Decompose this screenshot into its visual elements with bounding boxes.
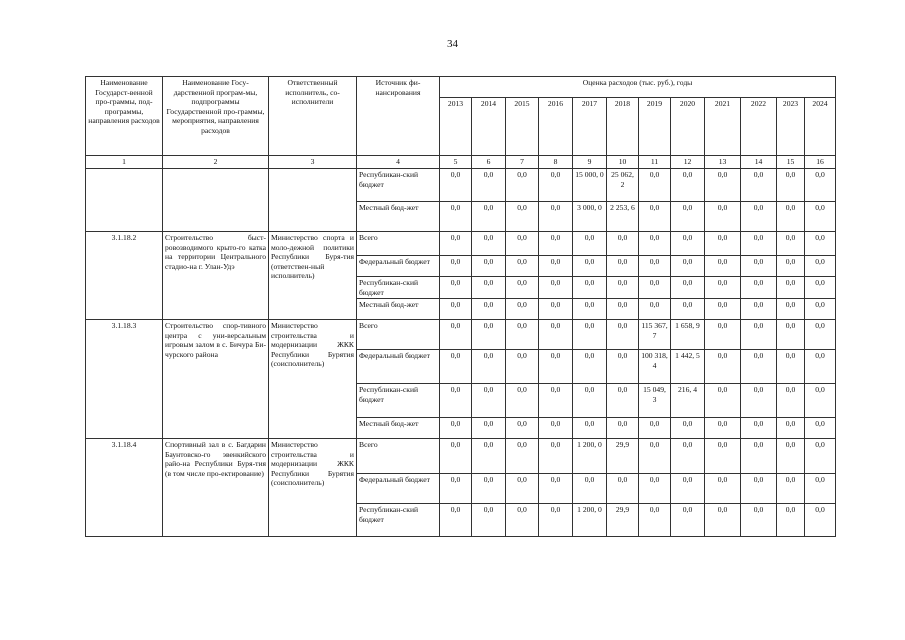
year-header: 2023: [777, 98, 805, 156]
expense-value: 0,0: [805, 350, 836, 384]
expense-value: 0,0: [573, 256, 607, 277]
expense-value: 0,0: [539, 439, 573, 474]
expense-value: 0,0: [741, 384, 777, 418]
funding-source: Федеральный бюджет: [357, 474, 440, 504]
funding-source: Всего: [357, 439, 440, 474]
expense-value: 0,0: [671, 299, 705, 320]
activity-executor: [269, 169, 357, 232]
expense-value: 0,0: [671, 256, 705, 277]
expense-value: 0,0: [777, 350, 805, 384]
column-number: 3: [269, 156, 357, 169]
expense-value: 0,0: [573, 418, 607, 439]
expense-value: 0,0: [573, 384, 607, 418]
column-number: 14: [741, 156, 777, 169]
expense-value: 0,0: [440, 232, 472, 256]
year-header: 2013: [440, 98, 472, 156]
expense-value: 0,0: [539, 384, 573, 418]
expense-value: 0,0: [607, 320, 639, 350]
expense-value: 0,0: [440, 350, 472, 384]
expense-value: 0,0: [607, 418, 639, 439]
expense-value: 0,0: [506, 504, 539, 537]
expense-value: 0,0: [472, 384, 506, 418]
expense-value: 0,0: [472, 474, 506, 504]
expense-value: 0,0: [472, 256, 506, 277]
activity-executor: Министерство спорта и моло-дежной политики Республики Буря-тия (ответствен-ный исполнитель): [269, 232, 357, 320]
funding-source: Федеральный бюджет: [357, 350, 440, 384]
column-number: 4: [357, 156, 440, 169]
table-row: [86, 232, 836, 256]
expense-value: 0,0: [506, 439, 539, 474]
expense-value: 0,0: [705, 474, 741, 504]
expense-value: 0,0: [741, 277, 777, 299]
expense-value: 0,0: [472, 439, 506, 474]
expense-value: 0,0: [705, 169, 741, 202]
expense-value: 0,0: [472, 299, 506, 320]
expense-value: 1 200, 0: [573, 504, 607, 537]
expense-value: 15 049, 3: [639, 384, 671, 418]
activity-code: [86, 169, 163, 232]
expense-value: 0,0: [741, 474, 777, 504]
column-number: 12: [671, 156, 705, 169]
expense-value: 0,0: [506, 299, 539, 320]
expense-value: 0,0: [671, 439, 705, 474]
expense-value: 0,0: [805, 418, 836, 439]
expense-value: 0,0: [705, 299, 741, 320]
activity-executor: Министерство строительства и модернизации ЖКК Республики Бурятия (соисполнитель): [269, 439, 357, 537]
expense-value: 0,0: [440, 504, 472, 537]
header-activity: Наименование Госу-дарственной програм-мы, подпрограммы Государственной про-граммы, мероприятия, направления расходов: [163, 77, 269, 156]
expense-value: 0,0: [671, 418, 705, 439]
expense-value: 0,0: [472, 169, 506, 202]
expense-value: 0,0: [440, 474, 472, 504]
expense-value: 0,0: [440, 320, 472, 350]
expense-value: 0,0: [506, 418, 539, 439]
expense-value: 0,0: [805, 504, 836, 537]
expense-value: 0,0: [506, 277, 539, 299]
expense-value: 0,0: [539, 277, 573, 299]
expense-value: 0,0: [671, 277, 705, 299]
expense-value: 0,0: [472, 418, 506, 439]
year-header: 2021: [705, 98, 741, 156]
expense-value: 0,0: [777, 474, 805, 504]
year-header: 2019: [639, 98, 671, 156]
expense-value: 0,0: [506, 256, 539, 277]
expense-value: 0,0: [705, 277, 741, 299]
expense-value: 0,0: [777, 299, 805, 320]
year-header: 2024: [805, 98, 836, 156]
expense-value: 0,0: [705, 350, 741, 384]
expense-value: 0,0: [506, 232, 539, 256]
expense-value: 0,0: [573, 299, 607, 320]
column-number: 13: [705, 156, 741, 169]
expense-value: 0,0: [440, 277, 472, 299]
funding-source: Местный бюд-жет: [357, 418, 440, 439]
expense-value: 0,0: [639, 202, 671, 232]
expense-value: 0,0: [671, 504, 705, 537]
expense-value: 0,0: [539, 232, 573, 256]
expense-value: 0,0: [573, 277, 607, 299]
expense-value: 0,0: [607, 474, 639, 504]
expense-value: 29,9: [607, 504, 639, 537]
expense-value: 0,0: [741, 169, 777, 202]
expense-value: 0,0: [741, 418, 777, 439]
expense-value: 0,0: [539, 169, 573, 202]
expense-value: 0,0: [506, 384, 539, 418]
expense-value: 0,0: [607, 299, 639, 320]
expense-value: 1 658, 9: [671, 320, 705, 350]
expense-value: 2 253, 6: [607, 202, 639, 232]
expense-value: 0,0: [539, 474, 573, 504]
expense-value: 0,0: [639, 418, 671, 439]
expense-value: 0,0: [639, 256, 671, 277]
expense-value: 0,0: [805, 232, 836, 256]
expense-value: 0,0: [805, 256, 836, 277]
funding-source: Всего: [357, 320, 440, 350]
expense-value: 0,0: [573, 474, 607, 504]
expense-value: 0,0: [777, 232, 805, 256]
table-row: [86, 169, 836, 202]
activity-name: Строительство спор-тивного центра с уни-версальным игровым залом в с. Бичура Би-чурского района: [163, 320, 269, 439]
activity-name: Строительство быст-ровозводимого крыто-го катка на территории Центрального стадио-на г. Улан-Удэ: [163, 232, 269, 320]
column-number: 6: [472, 156, 506, 169]
expense-value: 0,0: [607, 384, 639, 418]
expense-value: 0,0: [805, 439, 836, 474]
expense-value: 0,0: [539, 320, 573, 350]
expense-value: 0,0: [539, 299, 573, 320]
expense-value: 29,9: [607, 439, 639, 474]
column-number: 2: [163, 156, 269, 169]
page-number: 34: [447, 38, 458, 50]
funding-source: Республикан-ский бюджет: [357, 169, 440, 202]
year-header: 2017: [573, 98, 607, 156]
expense-value: 0,0: [607, 350, 639, 384]
expense-value: 100 318, 4: [639, 350, 671, 384]
column-number: 9: [573, 156, 607, 169]
year-header: 2018: [607, 98, 639, 156]
expense-value: 0,0: [639, 504, 671, 537]
funding-source: Республикан-ский бюджет: [357, 384, 440, 418]
expense-value: 0,0: [639, 474, 671, 504]
expense-value: 0,0: [777, 277, 805, 299]
expense-value: 0,0: [705, 256, 741, 277]
expense-value: 0,0: [440, 202, 472, 232]
expense-value: 0,0: [671, 232, 705, 256]
expense-value: 0,0: [472, 320, 506, 350]
activity-executor: Министерство строительства и модернизации ЖКК Республики Бурятия (соисполнитель): [269, 320, 357, 439]
expense-value: 0,0: [705, 384, 741, 418]
expense-value: 0,0: [440, 169, 472, 202]
column-number: 10: [607, 156, 639, 169]
expense-value: 0,0: [777, 169, 805, 202]
header-estimate: Оценка расходов (тыс. руб.), годы: [440, 77, 836, 98]
expense-value: 0,0: [805, 474, 836, 504]
expense-value: 0,0: [573, 350, 607, 384]
expense-value: 0,0: [506, 202, 539, 232]
expense-value: 0,0: [705, 504, 741, 537]
expense-value: 0,0: [539, 418, 573, 439]
table-row: [86, 439, 836, 474]
activity-code: 3.1.18.2: [86, 232, 163, 320]
column-number: 11: [639, 156, 671, 169]
column-number: 1: [86, 156, 163, 169]
expense-value: 0,0: [805, 299, 836, 320]
table-row: [86, 320, 836, 350]
expense-value: 0,0: [440, 439, 472, 474]
activity-code: 3.1.18.4: [86, 439, 163, 537]
expense-value: 0,0: [472, 350, 506, 384]
funding-source: Местный бюд-жет: [357, 202, 440, 232]
expense-value: 0,0: [472, 232, 506, 256]
expense-value: 0,0: [671, 202, 705, 232]
expense-value: 0,0: [805, 169, 836, 202]
expense-value: 0,0: [539, 256, 573, 277]
funding-source: Федеральный бюджет: [357, 256, 440, 277]
expense-value: 0,0: [539, 350, 573, 384]
activity-code: 3.1.18.3: [86, 320, 163, 439]
year-header: 2016: [539, 98, 573, 156]
expense-value: 0,0: [777, 418, 805, 439]
expense-value: 0,0: [741, 320, 777, 350]
expense-value: 0,0: [777, 439, 805, 474]
expense-value: 0,0: [777, 256, 805, 277]
funding-source: Всего: [357, 232, 440, 256]
expense-value: 0,0: [741, 504, 777, 537]
column-number: 5: [440, 156, 472, 169]
expense-value: 0,0: [440, 384, 472, 418]
expense-value: 0,0: [705, 320, 741, 350]
expense-value: 0,0: [805, 320, 836, 350]
header-program: Наименование Государст-венной про-граммы, под-программы, направления расходов: [86, 77, 163, 156]
expense-value: 0,0: [805, 384, 836, 418]
expense-value: 1 442, 5: [671, 350, 705, 384]
year-header: 2014: [472, 98, 506, 156]
expense-value: 0,0: [440, 418, 472, 439]
expense-value: 0,0: [639, 277, 671, 299]
expense-value: 0,0: [671, 169, 705, 202]
column-number: 15: [777, 156, 805, 169]
expense-value: 0,0: [741, 232, 777, 256]
expense-value: 0,0: [805, 277, 836, 299]
expense-value: 0,0: [705, 418, 741, 439]
activity-name: [163, 169, 269, 232]
expense-value: 0,0: [741, 350, 777, 384]
funding-source: Республикан-ский бюджет: [357, 277, 440, 299]
expense-value: 0,0: [777, 202, 805, 232]
expense-value: 3 000, 0: [573, 202, 607, 232]
expense-value: 0,0: [805, 202, 836, 232]
expense-value: 0,0: [472, 504, 506, 537]
column-number: 7: [506, 156, 539, 169]
expense-value: 0,0: [506, 474, 539, 504]
header-source: Источник фи-нансирования: [357, 77, 440, 156]
expense-value: 0,0: [472, 277, 506, 299]
expense-value: 0,0: [777, 504, 805, 537]
expense-value: 0,0: [573, 320, 607, 350]
expense-value: 0,0: [705, 202, 741, 232]
expense-value: 0,0: [639, 439, 671, 474]
expense-value: 0,0: [705, 439, 741, 474]
expense-value: 25 062, 2: [607, 169, 639, 202]
expense-value: 0,0: [539, 202, 573, 232]
expense-value: 0,0: [639, 299, 671, 320]
budget-table: [85, 76, 836, 537]
year-header: 2022: [741, 98, 777, 156]
expense-value: 0,0: [639, 169, 671, 202]
year-header: 2020: [671, 98, 705, 156]
expense-value: 0,0: [607, 277, 639, 299]
expense-value: 0,0: [506, 169, 539, 202]
year-header: 2015: [506, 98, 539, 156]
expense-value: 0,0: [777, 320, 805, 350]
expense-value: 0,0: [506, 350, 539, 384]
expense-value: 216, 4: [671, 384, 705, 418]
expense-value: 0,0: [607, 256, 639, 277]
expense-value: 0,0: [671, 474, 705, 504]
expense-value: 0,0: [573, 232, 607, 256]
expense-value: 0,0: [440, 299, 472, 320]
expense-value: 0,0: [506, 320, 539, 350]
expense-value: 0,0: [741, 439, 777, 474]
expense-value: 0,0: [639, 232, 671, 256]
expense-value: 1 200, 0: [573, 439, 607, 474]
expense-value: 0,0: [741, 256, 777, 277]
expense-value: 0,0: [607, 232, 639, 256]
column-number: 16: [805, 156, 836, 169]
funding-source: Республикан-ский бюджет: [357, 504, 440, 537]
expense-value: 0,0: [705, 232, 741, 256]
expense-value: 0,0: [741, 202, 777, 232]
header-executor: Ответственный исполнитель, со-исполнители: [269, 77, 357, 156]
expense-value: 0,0: [440, 256, 472, 277]
expense-value: 0,0: [741, 299, 777, 320]
expense-value: 15 000, 0: [573, 169, 607, 202]
column-number: 8: [539, 156, 573, 169]
expense-value: 0,0: [539, 504, 573, 537]
activity-name: Спортивный зал в с. Багдарин Баунтовско-го эвенкийского райо-на Республики Буря-тия (в том числе про-ектирование): [163, 439, 269, 537]
expense-value: 115 367, 7: [639, 320, 671, 350]
funding-source: Местный бюд-жет: [357, 299, 440, 320]
expense-value: 0,0: [472, 202, 506, 232]
expense-value: 0,0: [777, 384, 805, 418]
